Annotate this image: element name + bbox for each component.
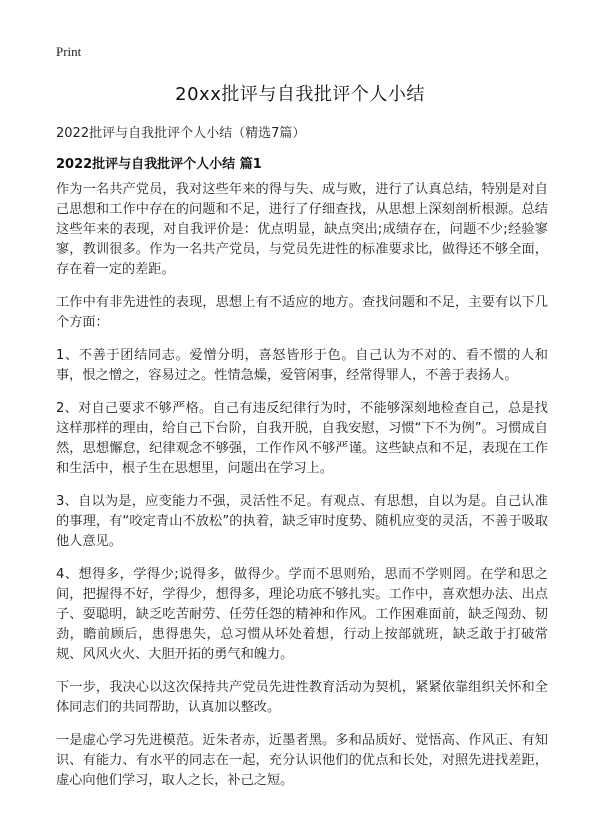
document-body (56, 180, 548, 804)
paragraph-intro: 作为一名共产党员，我对这些年来的得与失、成与败，进行了认真总结，特别是对自己思想和工作中存在的问题和不足，进行了仔细查找，从思想上深刻剖析根源。总结这些年来的表现，对自我评价是：优点明显，缺点突出;成绩存在，问题不少;经验寥寥，教训很多。作为一名共产党员，与党员先进性的标准要求比，做得还不够全面，存在着一定的差距。 (56, 182, 548, 277)
paragraph-improvement-1: 一是虚心学习先进模范。近朱者赤，近墨者黑。多和品质好、觉悟高、作风正、有知识、有能力、有水平的同志在一起，充分认识他们的优点和长处，对照先进找差距，虚心向他们学习，取人之长，补己之短。 (56, 733, 548, 788)
document-title: 20xx批评与自我批评个人小结 (175, 84, 425, 105)
paragraph-next-step: 下一步，我决心以这次保持共产党员先进性教育活动为契机，紧紧依靠组织关怀和全体同志们的共同帮助，认真加以整改。 (56, 680, 548, 715)
paragraph-point-3: 3、自以为是，应变能力不强，灵活性不足。有观点、有思想，自以为是。自己认准的事理，有“咬定青山不放松”的执着，缺乏审时度势、随机应变的灵活，不善于吸取他人意见。 (56, 494, 548, 549)
paragraph-issues-overview: 工作中有非先进性的表现，思想上有不适应的地方。查找问题和不足，主要有以下几个方面： (56, 295, 548, 330)
print-label[interactable]: Print (56, 44, 82, 59)
section-heading: 2022批评与自我批评个人小结 篇1 (56, 157, 262, 172)
document-subtitle: 2022批评与自我批评个人小结（精选7篇） (56, 126, 306, 141)
paragraph-point-1: 1、不善于团结同志。爱憎分明，喜怒皆形于色。自己认为不对的、看不惯的人和事，恨之憎之，容易过之。性情急燥，爱管闲事，经常得罪人，不善于表扬人。 (56, 348, 548, 383)
paragraph-point-2: 2、对自己要求不够严格。自己有违反纪律行为时，不能够深刻地检查自己，总是找这样那样的理由，给自己下台阶，自我开脱，自我安慰，习惯“下不为例”。习惯成自然，思想懈怠，纪律观念不够强，工作作风不够严谨。这些缺点和不足，表现在工作和生活中，根子生在思想里，问题出在学习上。 (56, 401, 548, 476)
paragraph-point-4: 4、想得多，学得少;说得多，做得少。学而不思则殆，思而不学则罔。在学和思之间，把握得不好，学得少，想得多，理论功底不够扎实。工作中，喜欢想办法、出点子、耍聪明，缺乏吃苦耐劳、任劳任怨的精神和作风。工作困难面前，缺乏闯劲、韧劲，瞻前顾后，患得患失，总习惯从坏处着想，行动上按部就班，缺乏敢于打破常规、风风火火、大胆开拓的勇气和魄力。 (56, 567, 548, 662)
